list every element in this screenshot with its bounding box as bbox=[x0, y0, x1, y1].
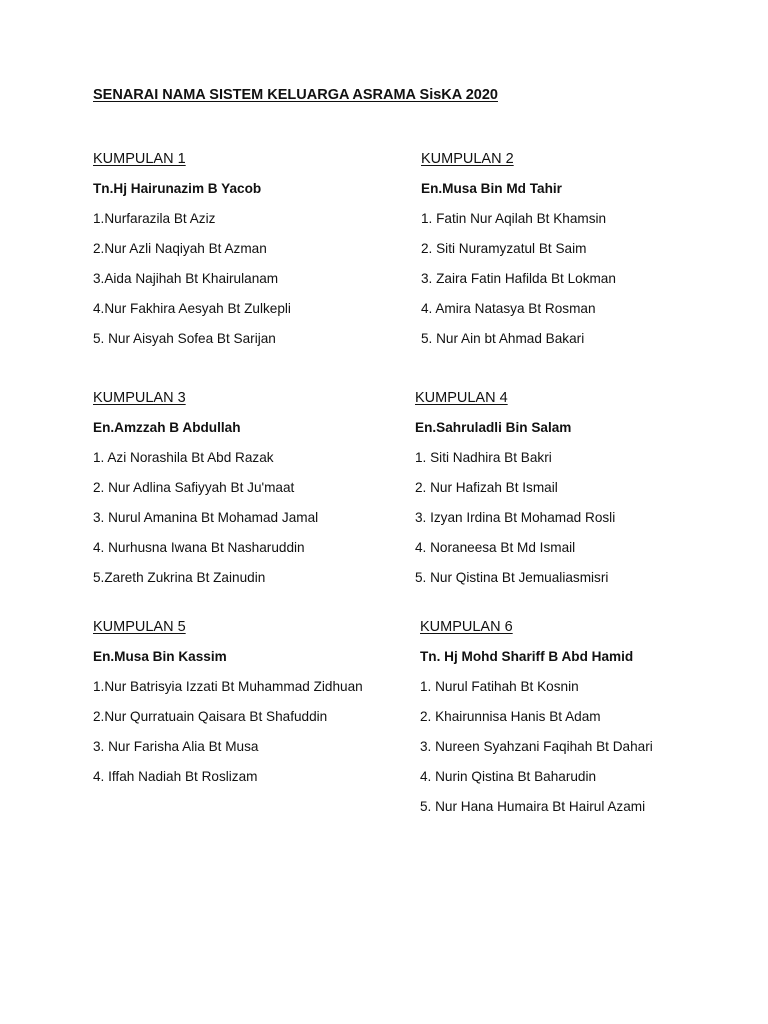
group-leader: En.Amzzah B Abdullah bbox=[93, 420, 241, 435]
group-leader: Tn. Hj Mohd Shariff B Abd Hamid bbox=[420, 649, 634, 664]
member-list bbox=[420, 676, 760, 818]
member-item: 2. Nur Hafizah Bt Ismail bbox=[415, 480, 558, 495]
group-2 bbox=[421, 148, 761, 358]
member-item: 2. Khairunnisa Hanis Bt Adam bbox=[420, 709, 601, 724]
member-item: 5. Nur Qistina Bt Jemualiasmisri bbox=[415, 570, 609, 585]
group-heading: KUMPULAN 3 bbox=[93, 390, 186, 406]
member-item: 1.Nur Batrisyia Izzati Bt Muhammad Zidhuan bbox=[93, 679, 363, 694]
group-heading: KUMPULAN 6 bbox=[420, 619, 513, 635]
group-heading: KUMPULAN 5 bbox=[93, 619, 186, 635]
member-item: 1.Nurfarazila Bt Aziz bbox=[93, 211, 216, 226]
group-5 bbox=[93, 616, 433, 796]
member-item: 5.Zareth Zukrina Bt Zainudin bbox=[93, 570, 266, 585]
member-list bbox=[93, 676, 433, 788]
group-heading: KUMPULAN 1 bbox=[93, 151, 186, 167]
member-list bbox=[415, 447, 755, 589]
member-item: 3. Zaira Fatin Hafilda Bt Lokman bbox=[421, 271, 616, 286]
member-item: 4. Noraneesa Bt Md Ismail bbox=[415, 540, 576, 555]
group-heading: KUMPULAN 2 bbox=[421, 151, 514, 167]
group-leader: En.Musa Bin Md Tahir bbox=[421, 181, 562, 196]
member-list bbox=[421, 208, 761, 350]
member-item: 3. Nur Farisha Alia Bt Musa bbox=[93, 739, 259, 754]
group-heading: KUMPULAN 4 bbox=[415, 390, 508, 406]
member-item: 1. Azi Norashila Bt Abd Razak bbox=[93, 450, 274, 465]
member-item: 2.Nur Qurratuain Qaisara Bt Shafuddin bbox=[93, 709, 328, 724]
member-list bbox=[93, 447, 433, 589]
member-item: 2. Nur Adlina Safiyyah Bt Ju'maat bbox=[93, 480, 295, 495]
member-item: 5. Nur Ain bt Ahmad Bakari bbox=[421, 331, 585, 346]
member-item: 3. Nurul Amanina Bt Mohamad Jamal bbox=[93, 510, 319, 525]
member-item: 5. Nur Hana Humaira Bt Hairul Azami bbox=[420, 799, 646, 814]
member-item: 1. Fatin Nur Aqilah Bt Khamsin bbox=[421, 211, 607, 226]
member-item: 4. Amira Natasya Bt Rosman bbox=[421, 301, 596, 316]
group-3 bbox=[93, 387, 433, 597]
member-item: 1. Siti Nadhira Bt Bakri bbox=[415, 450, 552, 465]
member-item: 5. Nur Aisyah Sofea Bt Sarijan bbox=[93, 331, 276, 346]
member-list bbox=[93, 208, 433, 350]
group-1 bbox=[93, 148, 433, 358]
member-item: 4.Nur Fakhira Aesyah Bt Zulkepli bbox=[93, 301, 291, 316]
member-item: 3. Izyan Irdina Bt Mohamad Rosli bbox=[415, 510, 616, 525]
member-item: 2.Nur Azli Naqiyah Bt Azman bbox=[93, 241, 267, 256]
group-leader: En.Sahruladli Bin Salam bbox=[415, 420, 572, 435]
group-6 bbox=[420, 616, 760, 826]
member-item: 4. Nurhusna Iwana Bt Nasharuddin bbox=[93, 540, 305, 555]
member-item: 2. Siti Nuramyzatul Bt Saim bbox=[421, 241, 587, 256]
member-item: 3. Nureen Syahzani Faqihah Bt Dahari bbox=[420, 739, 653, 754]
member-item: 4. Nurin Qistina Bt Baharudin bbox=[420, 769, 597, 784]
document-title: SENARAI NAMA SISTEM KELUARGA ASRAMA SisKA 2020 bbox=[93, 87, 498, 103]
member-item: 4. Iffah Nadiah Bt Roslizam bbox=[93, 769, 258, 784]
member-item: 1. Nurul Fatihah Bt Kosnin bbox=[420, 679, 579, 694]
group-leader: En.Musa Bin Kassim bbox=[93, 649, 227, 664]
group-4 bbox=[415, 387, 755, 597]
group-leader: Tn.Hj Hairunazim B Yacob bbox=[93, 181, 262, 196]
member-item: 3.Aida Najihah Bt Khairulanam bbox=[93, 271, 279, 286]
